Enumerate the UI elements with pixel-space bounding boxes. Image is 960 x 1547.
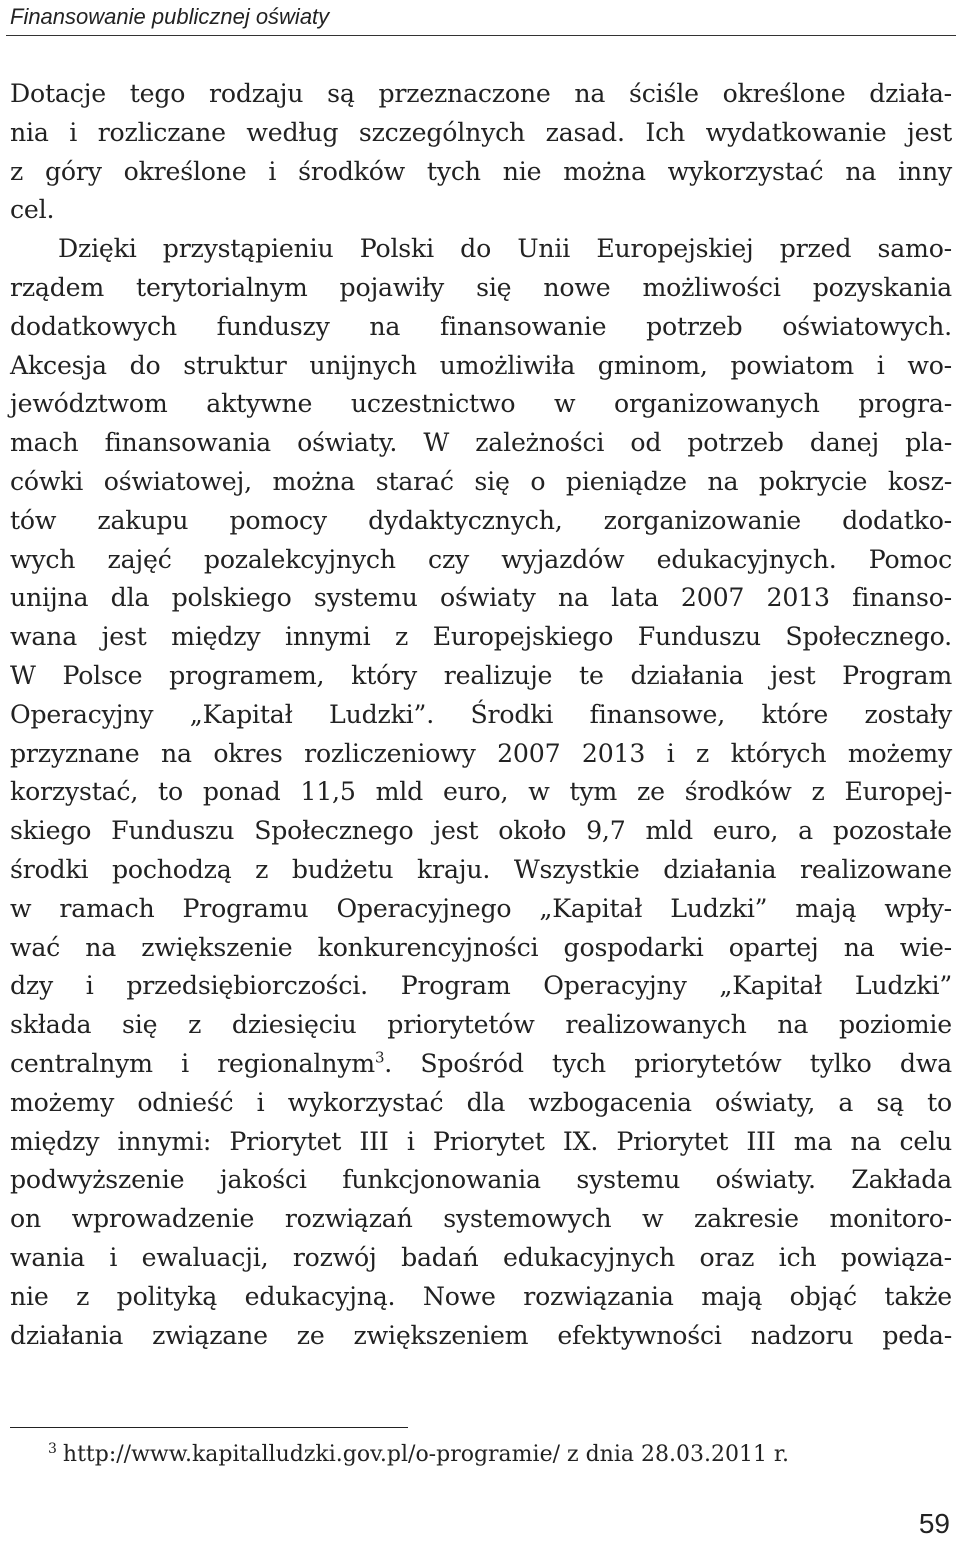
page-number: 59 bbox=[918, 1508, 950, 1539]
text-line: wać na zwiększenie konkurencyjności gospodarki opartej na wie- bbox=[10, 932, 952, 962]
text-line: wana jest między innymi z Europejskiego Funduszu Społecznego. bbox=[10, 622, 952, 652]
body-text bbox=[10, 75, 952, 1355]
text-line: tów zakupu pomocy dydaktycznych, zorganizowanie dodatko- bbox=[10, 505, 952, 535]
text-line: Operacyjny „Kapitał Ludzki”. Środki finansowe, które zostały bbox=[10, 699, 952, 729]
footnote-link[interactable]: http://www.kapitalludzki.gov.pl/o-programie/ z dnia 28.03.2011 r. bbox=[62, 1442, 790, 1467]
text-line: on wprowadzenie rozwiązań systemowych w zakresie monitoro- bbox=[10, 1204, 952, 1234]
text-line: podwyższenie jakości funkcjonowania systemu oświaty. Zakłada bbox=[10, 1165, 952, 1195]
text-line: jewództwom aktywne uczestnictwo w organizowanych progra- bbox=[10, 389, 952, 419]
paragraph-2 bbox=[10, 230, 952, 1355]
text-line: działania związane ze zwiększeniem efektywności nadzoru peda- bbox=[10, 1320, 952, 1350]
text-line: cówki oświatowej, można starać się o pieniądze na pokrycie kosz- bbox=[10, 466, 952, 496]
text-line: Akcesja do struktur unijnych umożliwiła gminom, powiatom i wo- bbox=[10, 350, 952, 380]
text-line: dzy i przedsiębiorczości. Program Operacyjny „Kapitał Ludzki” bbox=[10, 971, 952, 1001]
text-line: przyznane na okres rozliczeniowy 2007 2013 i z których możemy bbox=[10, 738, 952, 768]
text-line: środki pochodzą z budżetu kraju. Wszystkie działania realizowane bbox=[10, 854, 952, 884]
text-line: w ramach Programu Operacyjnego „Kapitał Ludzki” mają wpły- bbox=[10, 893, 952, 923]
text-line: między innymi: Priorytet III i Priorytet IX. Priorytet III ma na celu bbox=[10, 1126, 952, 1156]
footnote-mark: 3 bbox=[48, 1440, 57, 1457]
text-line: dodatkowych funduszy na finansowanie potrzeb oświatowych. bbox=[10, 311, 952, 341]
footnote-reference[interactable]: 3 bbox=[374, 1048, 385, 1067]
text-line: rządem terytorialnym pojawiły się nowe możliwości pozyskania bbox=[10, 272, 952, 302]
text-line: możemy odnieść i wykorzystać dla wzbogacenia oświaty, a są to bbox=[10, 1087, 952, 1117]
text-line: nie z polityką edukacyjną. Nowe rozwiązania mają objąć także bbox=[10, 1281, 952, 1311]
text-line: wych zajęć pozalekcyjnych czy wyjazdów edukacyjnych. Pomoc bbox=[10, 544, 952, 574]
text-line: nia i rozliczane według szczególnych zasad. Ich wydatkowanie jest bbox=[10, 117, 952, 147]
text-line: mach finansowania oświaty. W zależności od potrzeb danej pla- bbox=[10, 428, 952, 458]
text-line: unijna dla polskiego systemu oświaty na lata 2007 2013 finanso- bbox=[10, 583, 952, 613]
footnote-rule bbox=[10, 1427, 408, 1428]
running-head: Finansowanie publicznej oświaty bbox=[10, 4, 330, 29]
text-segment: . Spośród tych priorytetów tylko dwa bbox=[384, 1048, 952, 1078]
text-line: z góry określone i środków tych nie można wykorzystać na inny bbox=[10, 156, 952, 186]
footnote bbox=[48, 1440, 928, 1470]
text-line: Dzięki przystąpieniu Polski do Unii Europejskiej przed samo- bbox=[58, 234, 952, 264]
text-line: cel. bbox=[10, 195, 55, 225]
text-line: W Polsce programem, który realizuje te działania jest Program bbox=[10, 660, 952, 690]
text-line: skiego Funduszu Społecznego jest około 9,7 mld euro, a pozostałe bbox=[10, 816, 952, 846]
text-line: składa się z dziesięciu priorytetów realizowanych na poziomie bbox=[10, 1010, 952, 1040]
text-line: Dotacje tego rodzaju są przeznaczone na ściśle określone działa- bbox=[10, 79, 952, 108]
header-rule bbox=[6, 35, 956, 36]
text-segment: centralnym i regionalnym bbox=[10, 1048, 375, 1078]
paragraph-1 bbox=[10, 75, 952, 230]
text-line: korzystać, to ponad 11,5 mld euro, w tym ze środków z Europej- bbox=[10, 777, 952, 807]
text-line-with-footnote bbox=[10, 1045, 952, 1084]
text-line: wania i ewaluacji, rozwój badań edukacyjnych oraz ich powiąza- bbox=[10, 1242, 952, 1272]
